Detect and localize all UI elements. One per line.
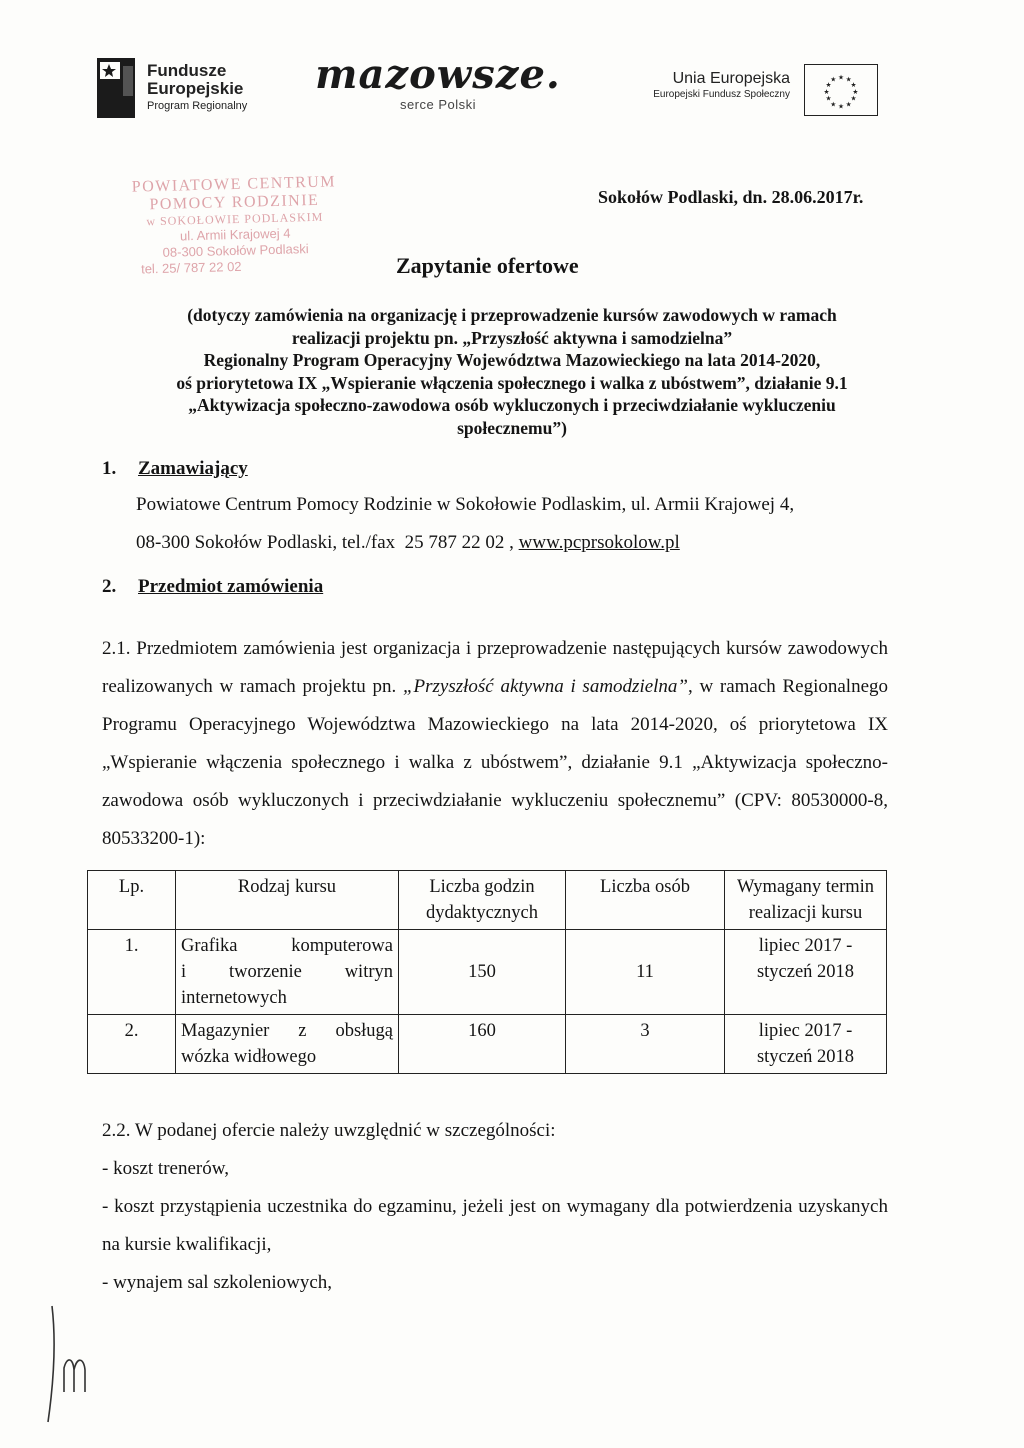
paragraph-2-2: 2.2. W podanej ofercie należy uwzględnić w szczególności:	[102, 1120, 556, 1141]
orderer-details	[136, 486, 906, 562]
subject-line: „Aktywizacja społeczno-zawodowa osób wykluczonych i przeciwdziałanie wykluczeniu	[188, 395, 836, 415]
section-2-heading	[102, 576, 323, 598]
svg-text:★: ★	[825, 94, 832, 103]
term-line: styczeń 2018	[756, 962, 855, 982]
svg-text:★: ★	[830, 100, 837, 109]
stamp-line: POMOCY RODZINIE	[149, 191, 320, 214]
eu-subtitle: Europejski Fundusz Społeczny	[653, 89, 790, 100]
section-number: 1.	[102, 458, 117, 479]
list-item: - wynajem sal szkoleniowych,	[102, 1272, 333, 1293]
cost-list	[102, 1150, 888, 1302]
cell-people: 11	[566, 930, 725, 1015]
document-date: Sokołów Podlaski, dn. 28.06.2017r.	[598, 187, 864, 207]
stamp-line: 08-300 Sokołów Podlaski	[162, 241, 309, 260]
section-1-heading	[102, 458, 248, 480]
p21-text: 2.1. Przedmiotem zamówienia jest organizacja i przeprowadzenie następujących kursów zawodowych realizowanych w ramach projektu pn.	[102, 638, 888, 697]
orderer-line	[136, 524, 906, 562]
paragraph-2-1	[102, 630, 888, 858]
svg-text:★: ★	[825, 81, 832, 90]
cell-term	[725, 930, 887, 1015]
fundusze-europejskie-flag-icon	[97, 58, 135, 118]
subject-line: społecznemu”)	[457, 417, 567, 438]
term-line: lipiec 2017 -	[758, 936, 853, 956]
table-header-row	[88, 871, 887, 930]
svg-text:★: ★	[850, 94, 857, 103]
header-course-type: Rodzaj kursu	[176, 871, 399, 930]
course-name-line: Magazynier z obsługą	[181, 1021, 393, 1041]
svg-text:★: ★	[837, 102, 845, 111]
course-name-line: Grafika komputerowa	[181, 936, 393, 956]
subject-line: realizacji projektu pn. „Przyszłość aktywna i samodzielna”	[291, 327, 733, 348]
eu-title: Unia Europejska	[672, 70, 790, 87]
subject-line: Regionalny Program Operacyjny Województwa Mazowieckiego na lata 2014-2020,	[203, 350, 821, 370]
course-name-line: i tworzenie witryn	[181, 962, 393, 982]
svg-text:★: ★	[845, 75, 852, 84]
section-title: Zamawiający	[138, 458, 248, 479]
p21-text: , w ramach Regionalnego Programu Operacyjnego Województwa Mazowieckiego na lata 2014-2020, oś priorytetowa IX „Wspieranie włączenia społecznego i walka z ubóstwem”, działanie 9.1 „Aktywizacja społeczno-zawodowa osób wykluczonych i przeciwdziałanie wykluczeniu społecznemu” (CPV: 80530000-8, 80533200-1):	[102, 676, 888, 849]
list-item: - koszt przystąpienia uczestnika do egzaminu, jeżeli jest on wymagany dla potwierdzenia uzyskanych na kursie kwalifikacji,	[102, 1196, 888, 1255]
svg-text:★: ★	[823, 87, 830, 96]
cell-lp: 2.	[88, 1015, 176, 1074]
cell-course-name	[176, 930, 399, 1015]
subject-line: oś priorytetowa IX „Wspieranie włączenia społecznego i walka z ubóstwem”, działanie 9.1	[176, 372, 848, 393]
institution-stamp	[99, 172, 371, 278]
mazowsze-tagline: serce Polski	[399, 97, 477, 112]
subject-line: (dotyczy zamówienia na organizację i przeprowadzenie kursów zawodowych w ramach	[187, 305, 837, 325]
svg-text:★: ★	[845, 100, 852, 109]
fe-title-line1: Fundusze	[147, 61, 227, 80]
cell-term	[725, 1015, 887, 1074]
svg-text:★: ★	[852, 87, 859, 96]
term-line: lipiec 2017 -	[758, 1021, 853, 1041]
stamp-line: tel. 25/ 787 22 02	[140, 258, 242, 277]
mazowsze-logo	[308, 51, 568, 119]
stamp-line: ul. Armii Krajowej 4	[179, 225, 291, 244]
header-lp: Lp.	[88, 871, 176, 930]
cell-lp: 1.	[88, 930, 176, 1015]
cell-hours: 160	[399, 1015, 566, 1074]
stamp-line: POWIATOWE CENTRUM	[131, 173, 337, 196]
stamp-line: w SOKOŁOWIE PODLASKIM	[146, 209, 324, 229]
cell-course-name	[176, 1015, 399, 1074]
fe-subtitle: Program Regionalny	[147, 100, 248, 112]
header-term: Wymagany termin realizacji kursu	[725, 871, 887, 930]
table-row	[88, 930, 887, 1015]
course-name-line: wózka widłowego	[181, 1047, 317, 1067]
svg-text:★: ★	[830, 75, 837, 84]
courses-table	[87, 870, 887, 1074]
cell-people: 3	[566, 1015, 725, 1074]
document-title: Zapytanie ofertowe	[396, 253, 579, 278]
mazowsze-wordmark: mazowsze.	[315, 51, 561, 98]
header-hours: Liczba godzin dydaktycznych	[399, 871, 566, 930]
fe-title-line2: Europejskie	[147, 79, 244, 98]
svg-text:★: ★	[837, 73, 845, 82]
cell-hours: 150	[399, 930, 566, 1015]
term-line: styczeń 2018	[756, 1047, 855, 1067]
header-people: Liczba osób	[566, 871, 725, 930]
handwritten-initials	[34, 1300, 114, 1428]
orderer-line: Powiatowe Centrum Pomocy Rodzinie w Sokołowie Podlaskim, ul. Armii Krajowej 4,	[136, 494, 795, 515]
fundusze-europejskie-logo	[97, 58, 287, 120]
document-subject	[100, 304, 924, 439]
section-title: Przedmiot zamówienia	[138, 576, 324, 597]
unia-europejska-logo	[622, 64, 880, 120]
orderer-address-phone: 08-300 Sokołów Podlaski, tel./fax 25 787 22 02 ,	[136, 532, 519, 553]
eu-stars-flag-icon	[804, 64, 878, 116]
website-link[interactable]: www.pcprsokolow.pl	[518, 532, 680, 553]
course-name-line: internetowych	[181, 988, 287, 1008]
section-number: 2.	[102, 576, 117, 597]
svg-text:★: ★	[850, 81, 857, 90]
table-row	[88, 1015, 887, 1074]
list-item: - koszt trenerów,	[102, 1158, 229, 1179]
project-name: „Przyszłość aktywna i samodzielna”	[402, 676, 688, 697]
